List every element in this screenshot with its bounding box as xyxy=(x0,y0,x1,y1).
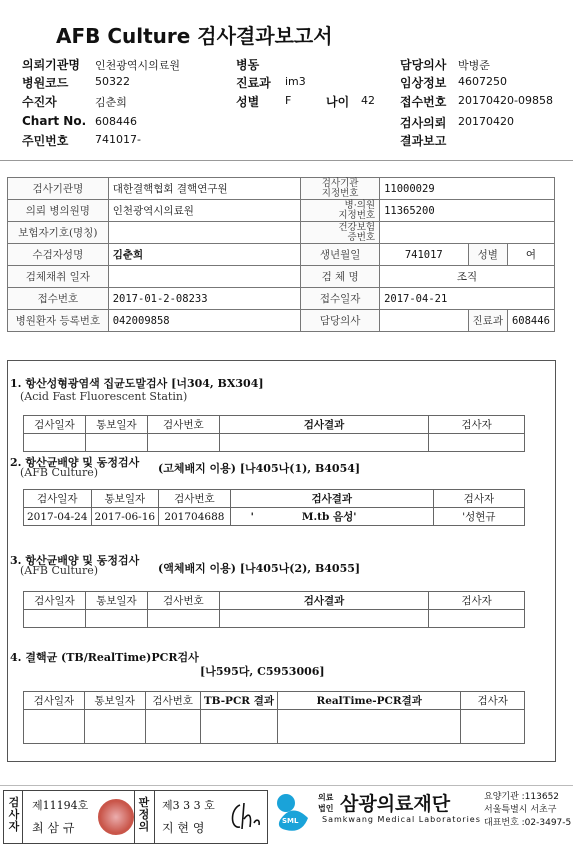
info-value: 608446 xyxy=(507,310,554,332)
col-tester: 검사자 xyxy=(429,416,525,434)
signature-box xyxy=(3,790,268,844)
info-label: 보험자기호(명칭) xyxy=(8,222,109,244)
patient-label: 수진자 xyxy=(22,95,57,109)
section-4-title: 4. 결핵균 (TB/RealTime)PCR검사 xyxy=(10,651,199,664)
info-value xyxy=(108,222,300,244)
org-english-name: Samkwang Medical Laboratories xyxy=(322,815,481,824)
section-3-table-wrapper xyxy=(23,591,525,628)
info-label: 병원환자 등록번호 xyxy=(8,310,109,332)
sml-logo xyxy=(272,790,312,834)
section-1-table xyxy=(23,415,525,452)
col-tb-pcr: TB-PCR 결과 xyxy=(200,692,277,710)
section-3-title: 3. 항산균배양 및 동정검사 xyxy=(10,554,140,567)
info-label: 수검자성명 xyxy=(8,244,109,266)
tester-name: 최 삼 규 xyxy=(32,821,75,835)
info-value xyxy=(108,266,300,288)
cell-tester: '성현규 xyxy=(433,508,524,526)
info-value: 2017-01-2-08233 xyxy=(108,288,300,310)
table-row xyxy=(24,710,525,744)
results-panel xyxy=(7,360,556,762)
col-test-no: 검사번호 xyxy=(145,692,200,710)
info-value xyxy=(380,310,468,332)
info-value xyxy=(380,222,555,244)
section-4-table xyxy=(23,691,525,744)
col-report-date: 통보일자 xyxy=(85,592,147,610)
sml-logo-text: SML xyxy=(282,817,299,825)
col-test-date: 검사일자 xyxy=(24,490,92,508)
patient-value: 김춘희 xyxy=(95,96,127,109)
info-label: 진료과 xyxy=(468,310,507,332)
info-value: 741017 xyxy=(380,244,468,266)
table-row xyxy=(24,508,525,526)
col-report-date: 통보일자 xyxy=(91,490,159,508)
info-label: 건강보험 증번호 xyxy=(301,222,380,244)
tester-vertical-label: 검사자 xyxy=(8,796,20,833)
cell-result xyxy=(230,508,433,526)
ward-label: 병동 xyxy=(236,58,260,72)
org-info-line-2: 서울특별시 서초구 xyxy=(484,805,557,815)
section-2-subtitle: (AFB Culture) xyxy=(20,466,99,479)
sex-label: 성별 xyxy=(236,95,260,109)
info-label: 성별 xyxy=(468,244,507,266)
cell-test-no: 201704688 xyxy=(159,508,231,526)
section-4-table-wrapper xyxy=(23,691,525,744)
age-value: 42 xyxy=(361,94,375,107)
col-tester: 검사자 xyxy=(461,692,525,710)
table-row xyxy=(8,288,555,310)
info-value: 대한결핵협회 결핵연구원 xyxy=(108,178,300,200)
info-value: 김춘희 xyxy=(108,244,300,266)
section-2-table-wrapper xyxy=(23,489,525,526)
col-result: 검사결과 xyxy=(219,416,428,434)
footer xyxy=(0,785,573,850)
hospital-code-label: 병원코드 xyxy=(22,76,69,90)
col-result: 검사결과 xyxy=(230,490,433,508)
rrn-value: 741017- xyxy=(95,133,141,146)
header-divider xyxy=(0,160,573,161)
cell-result-text: M.tb 음성' xyxy=(301,511,357,523)
judge-vertical-label: 판정의 xyxy=(138,796,150,833)
sex-value: F xyxy=(285,94,292,107)
clinical-value: 4607250 xyxy=(458,75,507,88)
table-header-row xyxy=(24,490,525,508)
col-tester: 검사자 xyxy=(429,592,525,610)
judge-name: 지 현 영 xyxy=(162,821,205,835)
info-label: 병·의원 지정번호 xyxy=(301,200,380,222)
section-2-code: (고체배지 이용) [나405나(1), B4054] xyxy=(158,462,361,475)
dept-value: im3 xyxy=(285,75,306,88)
report-title: AFB Culture 검사결과보고서 xyxy=(56,24,333,48)
rrn-label: 주민번호 xyxy=(22,134,69,148)
section-2-table xyxy=(23,489,525,526)
col-test-no: 검사번호 xyxy=(147,416,219,434)
table-row xyxy=(8,310,555,332)
table-header-row xyxy=(24,416,525,434)
col-report-date: 통보일자 xyxy=(84,692,145,710)
doctor-value: 박병준 xyxy=(458,59,490,72)
table-header-row xyxy=(24,692,525,710)
info-value: 여 xyxy=(507,244,554,266)
info-value: 11000029 xyxy=(380,178,555,200)
receipt-label: 접수번호 xyxy=(400,95,447,109)
org-prefix-1: 의료 xyxy=(318,793,334,802)
info-label: 접수일자 xyxy=(301,288,380,310)
info-label: 생년월일 xyxy=(301,244,380,266)
section-1-subtitle: (Acid Fast Fluorescent Statin) xyxy=(20,390,188,403)
section-1-table-wrapper xyxy=(23,415,525,452)
info-label: 검사기관 지정번호 xyxy=(301,178,380,200)
info-label: 담당의사 xyxy=(301,310,380,332)
section-3-subtitle: (AFB Culture) xyxy=(20,564,99,577)
col-test-date: 검사일자 xyxy=(24,416,86,434)
col-tester: 검사자 xyxy=(433,490,524,508)
section-4-code: [나595다, C5953006] xyxy=(200,665,325,678)
clinical-label: 임상정보 xyxy=(400,76,447,90)
org-prefix-2: 법인 xyxy=(318,804,334,813)
dept-label: 진료과 xyxy=(236,76,271,90)
info-value: 11365200 xyxy=(380,200,555,222)
hospital-code-value: 50322 xyxy=(95,75,130,88)
info-label: 의뢰 병의원명 xyxy=(8,200,109,222)
info-value: 2017-04-21 xyxy=(380,288,555,310)
col-realtime-pcr: RealTime-PCR결과 xyxy=(277,692,460,710)
col-result: 검사결과 xyxy=(219,592,428,610)
table-row xyxy=(8,222,555,244)
request-value: 20170420 xyxy=(458,115,514,128)
table-header-row xyxy=(24,592,525,610)
info-label: 검 체 명 xyxy=(301,266,380,288)
info-value: 042009858 xyxy=(108,310,300,332)
info-value: 인천광역시의료원 xyxy=(108,200,300,222)
cell-report-date: 2017-06-16 xyxy=(91,508,159,526)
receipt-value: 20170420-09858 xyxy=(458,94,553,107)
section-2-title: 2. 항산균배양 및 동정검사 xyxy=(10,456,140,469)
col-test-date: 검사일자 xyxy=(24,592,86,610)
section-1-title: 1. 항산성형광염색 집균도말검사 [너304, BX304] xyxy=(10,377,264,390)
section-3-code: (액체배지 이용) [나405나(2), B4055] xyxy=(158,562,361,575)
table-row xyxy=(8,244,555,266)
table-row xyxy=(8,266,555,288)
info-label: 검사기관명 xyxy=(8,178,109,200)
report-label: 결과보고 xyxy=(400,134,447,148)
table-row xyxy=(8,200,555,222)
judge-signature xyxy=(226,799,262,835)
institution-label: 의뢰기관명 xyxy=(22,58,80,72)
cell-test-date: 2017-04-24 xyxy=(24,508,92,526)
org-info-line-1: 요양기관 :113652 xyxy=(484,792,560,802)
patient-header xyxy=(0,52,573,152)
col-report-date: 통보일자 xyxy=(85,416,147,434)
table-row xyxy=(24,434,525,452)
judge-license: 제3 3 3 호 xyxy=(162,799,215,812)
info-label: 접수번호 xyxy=(8,288,109,310)
chart-value: 608446 xyxy=(95,115,137,128)
section-3-table xyxy=(23,591,525,628)
info-label: 검체채취 일자 xyxy=(8,266,109,288)
doctor-label: 담당의사 xyxy=(400,58,447,72)
age-label: 나이 xyxy=(326,95,350,109)
col-test-no: 검사번호 xyxy=(147,592,219,610)
info-table xyxy=(7,177,555,332)
info-table-wrapper xyxy=(7,177,555,347)
institution-value: 인천광역시의료원 xyxy=(95,59,181,72)
request-label: 검사의뢰 xyxy=(400,116,447,130)
info-value: 조직 xyxy=(380,266,555,288)
cell-result-quote: ' xyxy=(250,511,254,523)
chart-label: Chart No. xyxy=(22,114,87,128)
col-test-no: 검사번호 xyxy=(159,490,231,508)
tester-stamp xyxy=(98,799,134,835)
col-test-date: 검사일자 xyxy=(24,692,85,710)
table-row xyxy=(8,178,555,200)
org-info-line-3: 대표번호 :02-3497-5 xyxy=(484,818,572,828)
tester-license: 제11194호 xyxy=(32,799,89,812)
table-row xyxy=(24,610,525,628)
org-name: 삼광의료재단 xyxy=(340,793,451,815)
